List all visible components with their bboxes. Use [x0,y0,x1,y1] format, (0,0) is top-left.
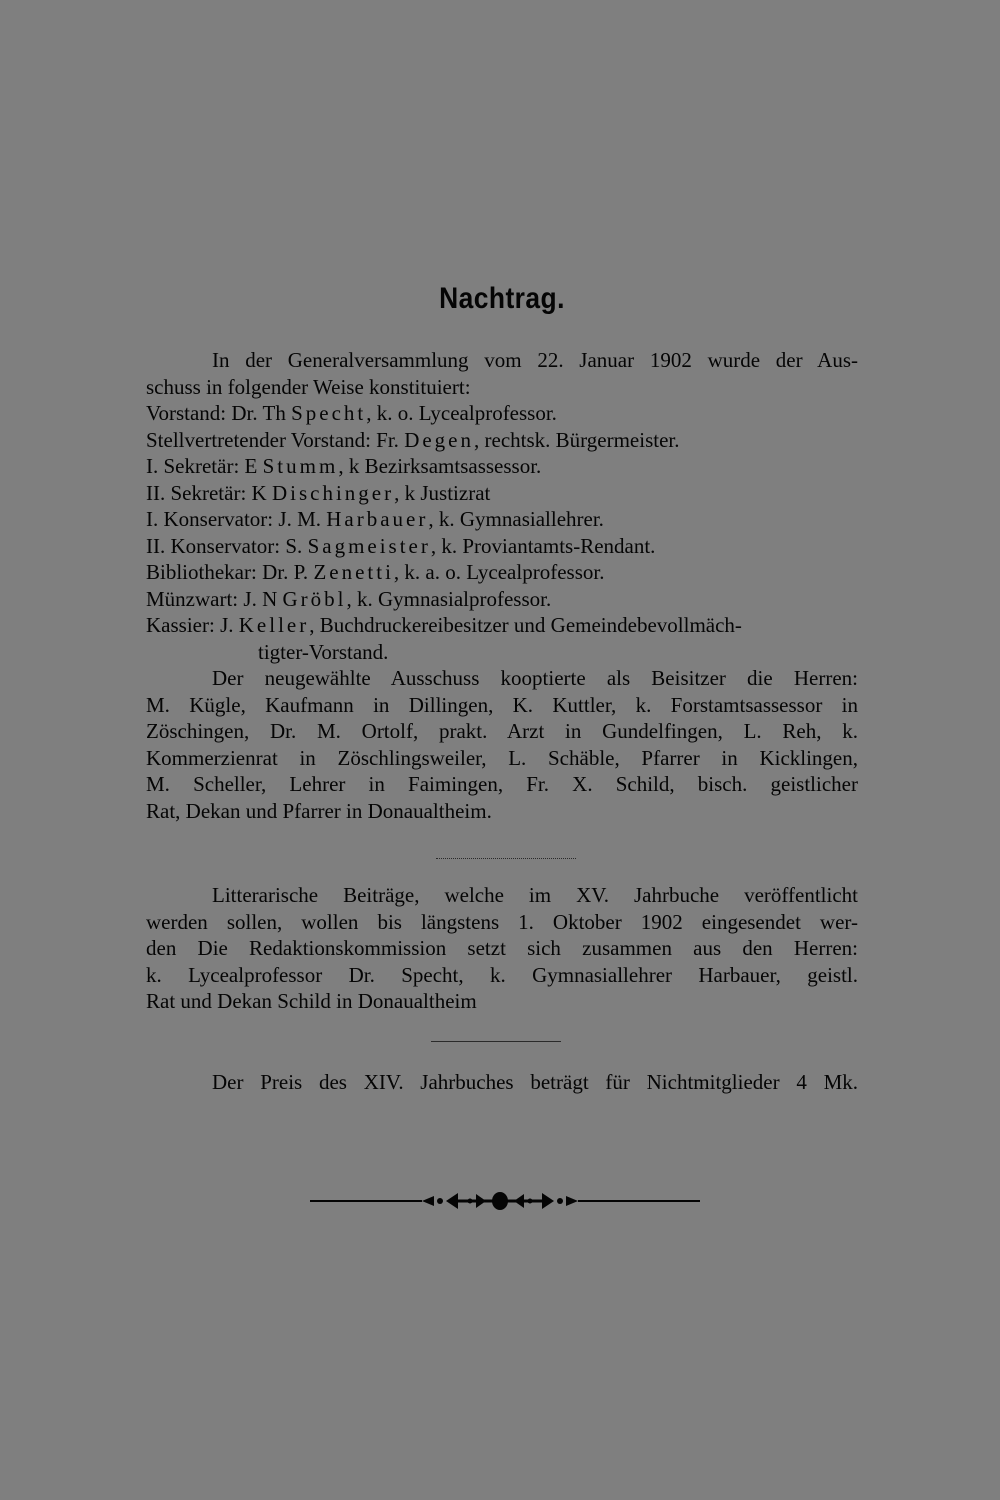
contributions-section [146,882,858,1015]
member-title: , k Bezirksamtsassessor. [338,454,542,478]
member-role: II. Konservator: [146,533,281,558]
member-initials: Fr. [376,427,399,452]
assembly-intro-line-1: In der Generalversammlung vom 22. Januar 1902 wurde der Aus- [212,348,858,372]
member-role: Stellvertretender Vorstand: [146,427,371,452]
member-initials: E [244,454,258,478]
member-initials: S. [285,533,303,558]
price-line: Der Preis des XIV. Jahrbuches beträgt für Nichtmitglieder 4 Mk. [212,1070,858,1094]
member-surname: Specht [291,401,367,425]
section-divider [431,1041,561,1042]
member-konservator-1 [146,506,858,533]
coopt-line-3: Zöschingen, Dr. M. Ortolf, prakt. Arzt in Gundelfingen, L. Reh, k. [146,719,858,743]
member-title: , k Justizrat [394,480,491,505]
member-title: , k. a. o. Lycealprofessor. [393,560,605,584]
member-initials: J. N [243,586,278,611]
member-title: , k. Gymnasialprofessor. [346,586,552,611]
member-surname: Zenetti [313,560,394,584]
coopt-line-5: M. Scheller, Lehrer in Faimingen, Fr. X. Schild, bisch. geistlicher [146,772,858,796]
assembly-intro-line-2: schuss in folgender Weise konstituiert: [146,374,471,399]
member-sekretaer-1 [146,453,858,480]
contrib-line-4: k. Lycealprofessor Dr. Specht, k. Gymnasiallehrer Harbauer, geistl. [146,962,858,987]
member-surname: Stumm [262,454,339,478]
ornament-divider-icon [310,1184,700,1218]
member-title: , k. Gymnasiallehrer. [428,507,604,531]
coopt-line-6: Rat, Dekan und Pfarrer in Donaualtheim. [146,798,492,823]
coopt-line-4: Kommerzienrat in Zöschlingsweiler, L. Schäble, Pfarrer in Kicklingen, [146,745,858,770]
member-role: I. Sekretär: [146,454,240,478]
contrib-line-2: werden sollen, wollen bis längstens 1. Oktober 1902 eingesendet wer- [146,909,858,934]
kassier-continuation: tigter-Vorstand. [258,639,389,664]
member-title: , k. Proviantamts-Rendant. [430,533,656,558]
member-vorstand [146,400,858,427]
member-sekretaer-2 [146,480,858,507]
document-page [146,0,866,1500]
price-section [146,1069,858,1096]
member-konservator-2 [146,533,858,560]
member-surname: Sagmeister [307,533,431,558]
member-initials: Dr. P. [262,560,309,584]
member-muenzwart [146,586,858,613]
member-surname: Dischinger [271,480,395,505]
member-role: Kassier: [146,613,215,637]
member-title: , k. o. Lycealprofessor. [366,401,557,425]
member-bibliothekar [146,559,858,586]
member-initials: Dr. Th [231,401,286,425]
member-initials: J. [220,613,234,637]
member-role: Vorstand: [146,401,227,425]
member-stellvertreter [146,427,858,454]
member-surname: Keller [238,613,310,637]
member-surname: Harbauer [326,507,429,531]
assembly-section [146,347,858,824]
contrib-line-3: den Die Redaktionskommission setzt sich zusammen aus den Herren: [146,936,858,960]
member-title: , rechtsk. Bürgermeister. [474,427,680,452]
member-role: Bibliothekar: [146,560,257,584]
member-initials: J. M. [278,507,321,531]
member-role: I. Konservator: [146,507,274,531]
member-title: , Buchdruckereibesitzer und Gemeindebevollmäch- [309,613,742,637]
coopt-line-2: M. Kügle, Kaufmann in Dillingen, K. Kuttler, k. Forstamtsassessor in [146,692,858,717]
member-initials: K [251,480,267,505]
member-surname: Gröbl [282,586,347,611]
section-divider [436,858,576,859]
member-kassier [146,612,858,639]
coopt-line-1: Der neugewählte Ausschuss kooptierte als Beisitzer die Herren: [212,666,858,690]
contrib-line-5: Rat und Dekan Schild in Donaualtheim [146,989,477,1013]
member-surname: Degen [404,427,474,452]
page-title: Nachtrag. [439,282,565,315]
contrib-line-1: Litterarische Beiträge, welche im XV. Jahrbuche veröffentlicht [212,883,858,907]
member-role: II. Sekretär: [146,480,247,505]
member-role: Münzwart: [146,586,239,611]
